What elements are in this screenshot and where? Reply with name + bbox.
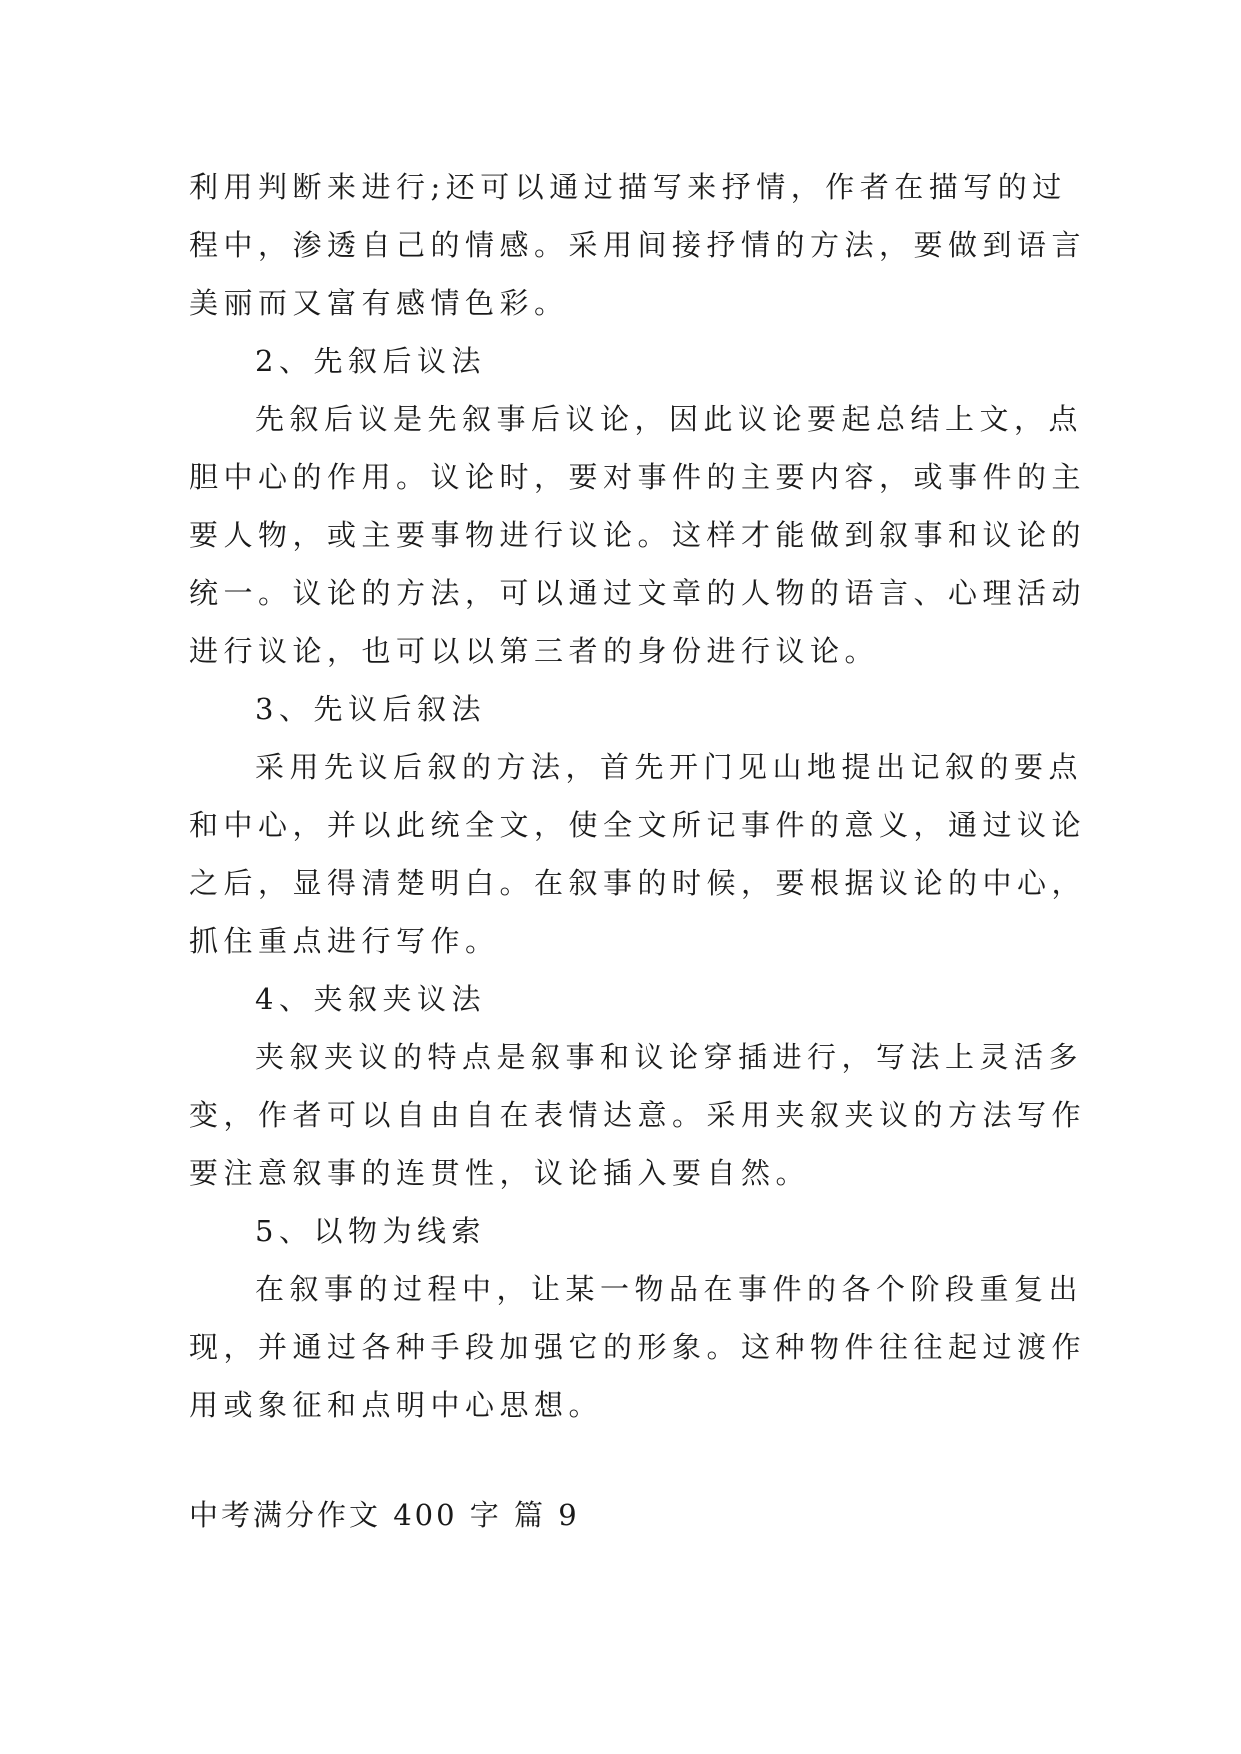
body-line: 抓住重点进行写作。 (189, 924, 500, 958)
body-line: 胆中心的作用。议论时，要对事件的主要内容，或事件的主 (189, 460, 1087, 494)
section-heading: 4、夹叙夹议法 (255, 982, 486, 1016)
section-heading: 2、先叙后议法 (255, 344, 486, 378)
body-line: 进行议论，也可以以第三者的身份进行议论。 (189, 634, 880, 668)
body-line: 美丽而又富有感情色彩。 (189, 286, 569, 320)
body-line: 统一。议论的方法，可以通过文章的人物的语言、心理活动 (189, 576, 1087, 610)
paragraph-first-line: 在叙事的过程中，让某一物品在事件的各个阶段重复出 (255, 1272, 1084, 1306)
body-line: 之后，显得清楚明白。在叙事的时候，要根据议论的中心， (189, 866, 1087, 900)
body-line: 变，作者可以自由自在表情达意。采用夹叙夹议的方法写作 (189, 1098, 1087, 1132)
body-line: 利用判断来进行;还可以通过描写来抒情，作者在描写的过 (189, 170, 1067, 204)
paragraph-first-line: 夹叙夹议的特点是叙事和议论穿插进行，写法上灵活多 (255, 1040, 1084, 1074)
body-line: 要注意叙事的连贯性，议论插入要自然。 (189, 1156, 811, 1190)
section-heading: 3、先议后叙法 (255, 692, 486, 726)
body-line: 程中，渗透自己的情感。采用间接抒情的方法，要做到语言 (189, 228, 1087, 262)
body-line: 用或象征和点明中心思想。 (189, 1388, 604, 1422)
paragraph-first-line: 先叙后议是先叙事后议论，因此议论要起总结上文，点 (255, 402, 1084, 436)
paragraph-first-line: 采用先议后叙的方法，首先开门见山地提出记叙的要点 (255, 750, 1084, 784)
next-article-heading: 中考满分作文 400 字 篇 9 (189, 1498, 580, 1532)
body-line: 现，并通过各种手段加强它的形象。这种物件往往起过渡作 (189, 1330, 1087, 1364)
section-heading: 5、以物为线索 (255, 1214, 486, 1248)
body-line: 和中心，并以此统全文，使全文所记事件的意义，通过议论 (189, 808, 1087, 842)
body-line: 要人物，或主要事物进行议论。这样才能做到叙事和议论的 (189, 518, 1087, 552)
